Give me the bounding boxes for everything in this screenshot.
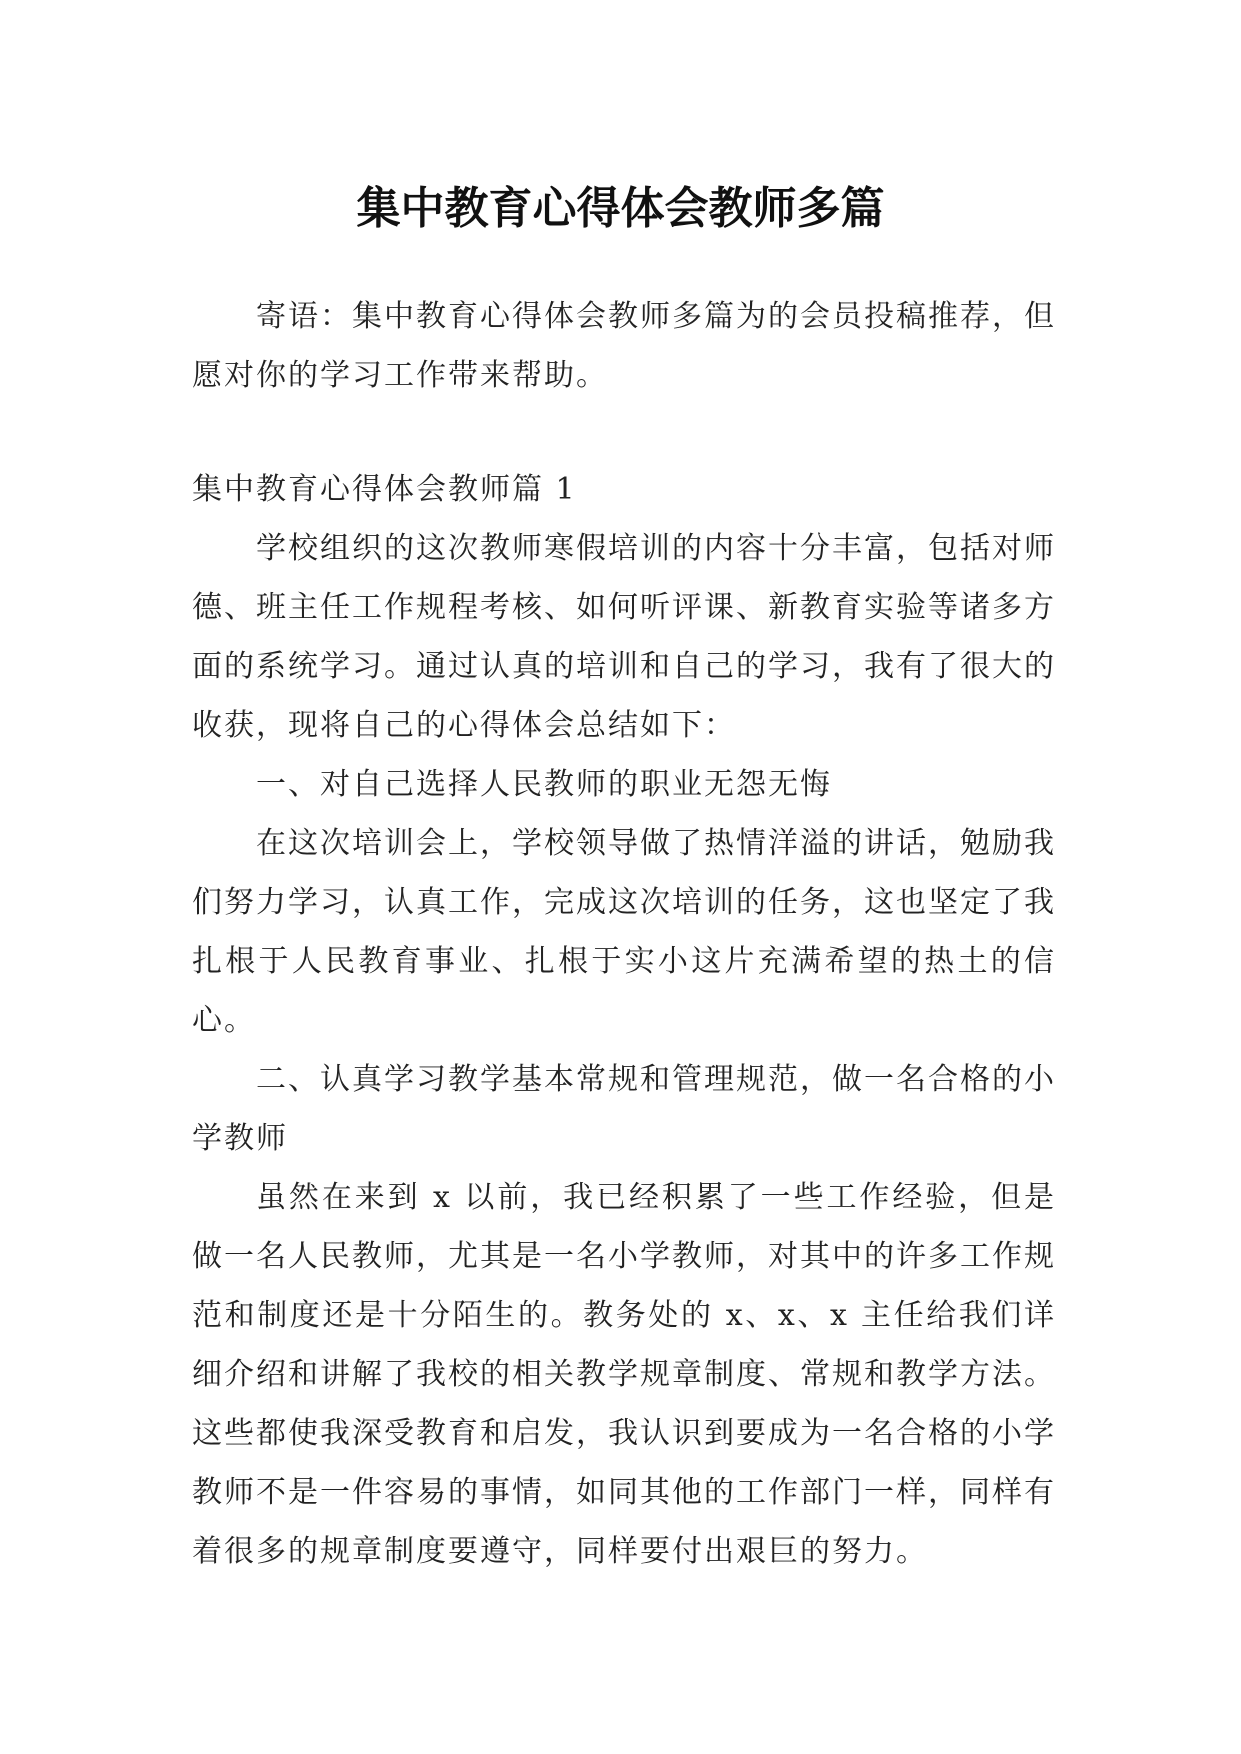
intro-paragraph: 寄语：集中教育心得体会教师多篇为的会员投稿推荐，但愿对你的学习工作带来帮助。 — [192, 299, 1056, 393]
body-paragraph: 虽然在来到 x 以前，我已经积累了一些工作经验，但是做一名人民教师，尤其是一名小学教师，对其中的许多工作规范和制度还是十分陌生的。教务处的 x、x、x 主任给我们详细介绍和讲解了我校的相关教学规章制度、常规和教学方法。这些都使我深受教育和启发，我认识到要成为一名合格的小学教师不是一件容易的事情，如同其他的工作部门一样，同样有着很多的规章制度要遵守，同样要付出艰巨的努力。 — [192, 1180, 1056, 1569]
document-title: 集中教育心得体会教师多篇 — [356, 183, 885, 235]
intro-block — [192, 287, 1056, 405]
section-title: 集中教育心得体会教师篇 1 — [192, 472, 577, 507]
body-paragraph: 学校组织的这次教师寒假培训的内容十分丰富，包括对师德、班主任工作规程考核、如何听评课、新教育实验等诸多方面的系统学习。通过认真的培训和自己的学习，我有了很大的收获，现将自己的心得体会总结如下： — [192, 531, 1056, 743]
subheading-two: 二、认真学习教学基本常规和管理规范，做一名合格的小学教师 — [192, 1062, 1056, 1156]
body-paragraph: 在这次培训会上，学校领导做了热情洋溢的讲话，勉励我们努力学习，认真工作，完成这次培训的任务，这也坚定了我扎根于人民教育事业、扎根于实小这片充满希望的热土的信心。 — [192, 826, 1056, 1038]
article-body — [192, 460, 1056, 1581]
subheading-one: 一、对自己选择人民教师的职业无怨无悔 — [256, 767, 832, 802]
